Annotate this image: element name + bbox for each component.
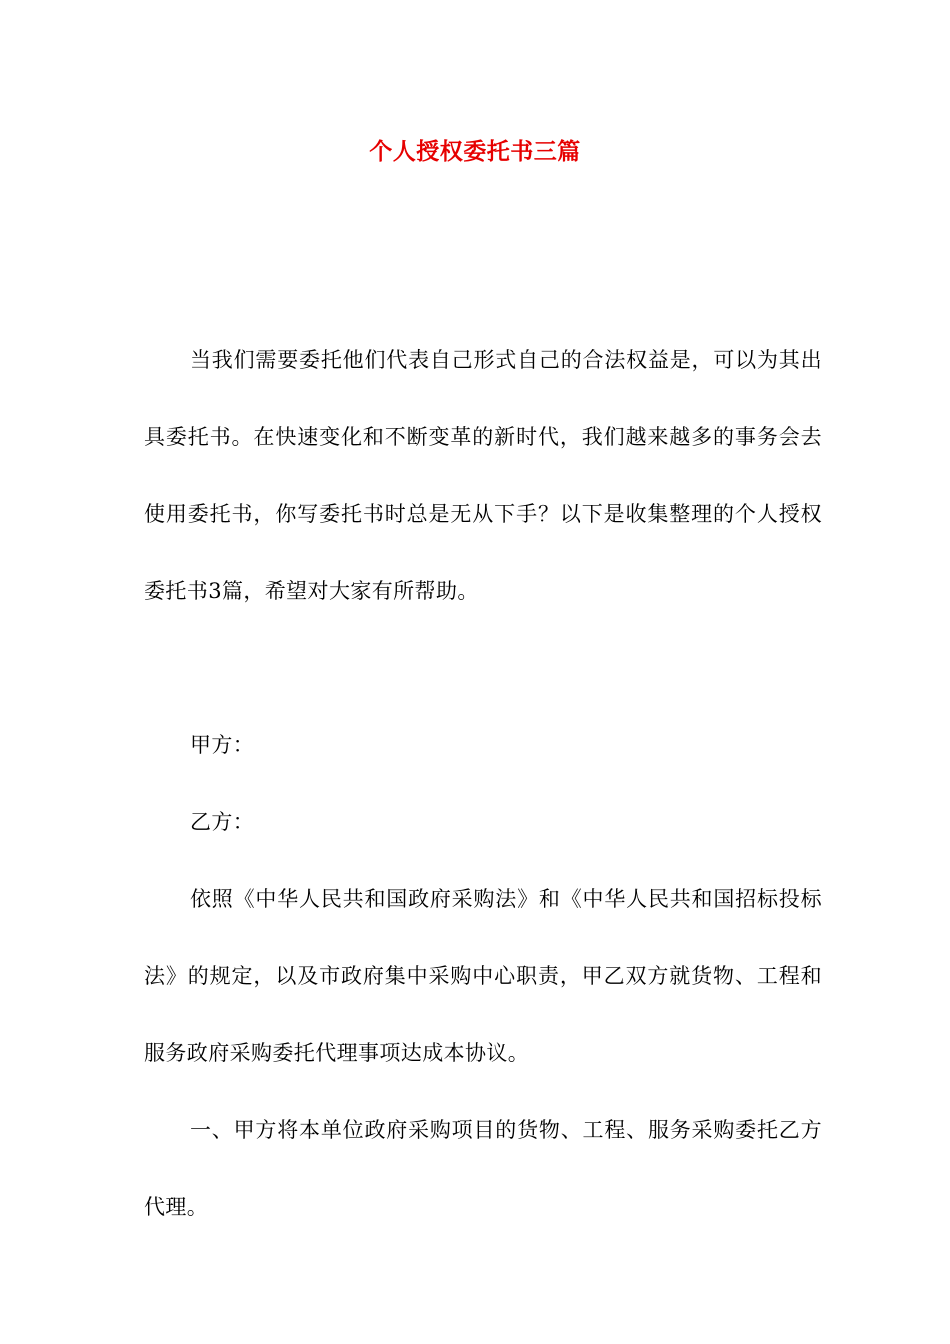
clause-one-paragraph: 一、甲方将本单位政府采购项目的货物、工程、服务采购委托乙方代理。 xyxy=(144,1118,822,1219)
document-body xyxy=(144,322,822,1246)
intro-paragraph: 当我们需要委托他们代表自己形式自己的合法权益是，可以为其出具委托书。在快速变化和不断变革的新时代，我们越来越多的事务会去使用委托书，你写委托书时总是无从下手？以下是收集整理的个人授权委托书3篇，希望对大家有所帮助。 xyxy=(144,348,822,603)
basis-paragraph: 依照《中华人民共和国政府采购法》和《中华人民共和国招标投标法》的规定，以及市政府集中采购中心职责，甲乙双方就货物、工程和服务政府采购委托代理事项达成本协议。 xyxy=(144,887,822,1065)
party-a-line: 甲方： xyxy=(190,733,255,757)
party-b-line: 乙方： xyxy=(190,810,255,834)
document-title: 个人授权委托书三篇 xyxy=(369,138,581,165)
